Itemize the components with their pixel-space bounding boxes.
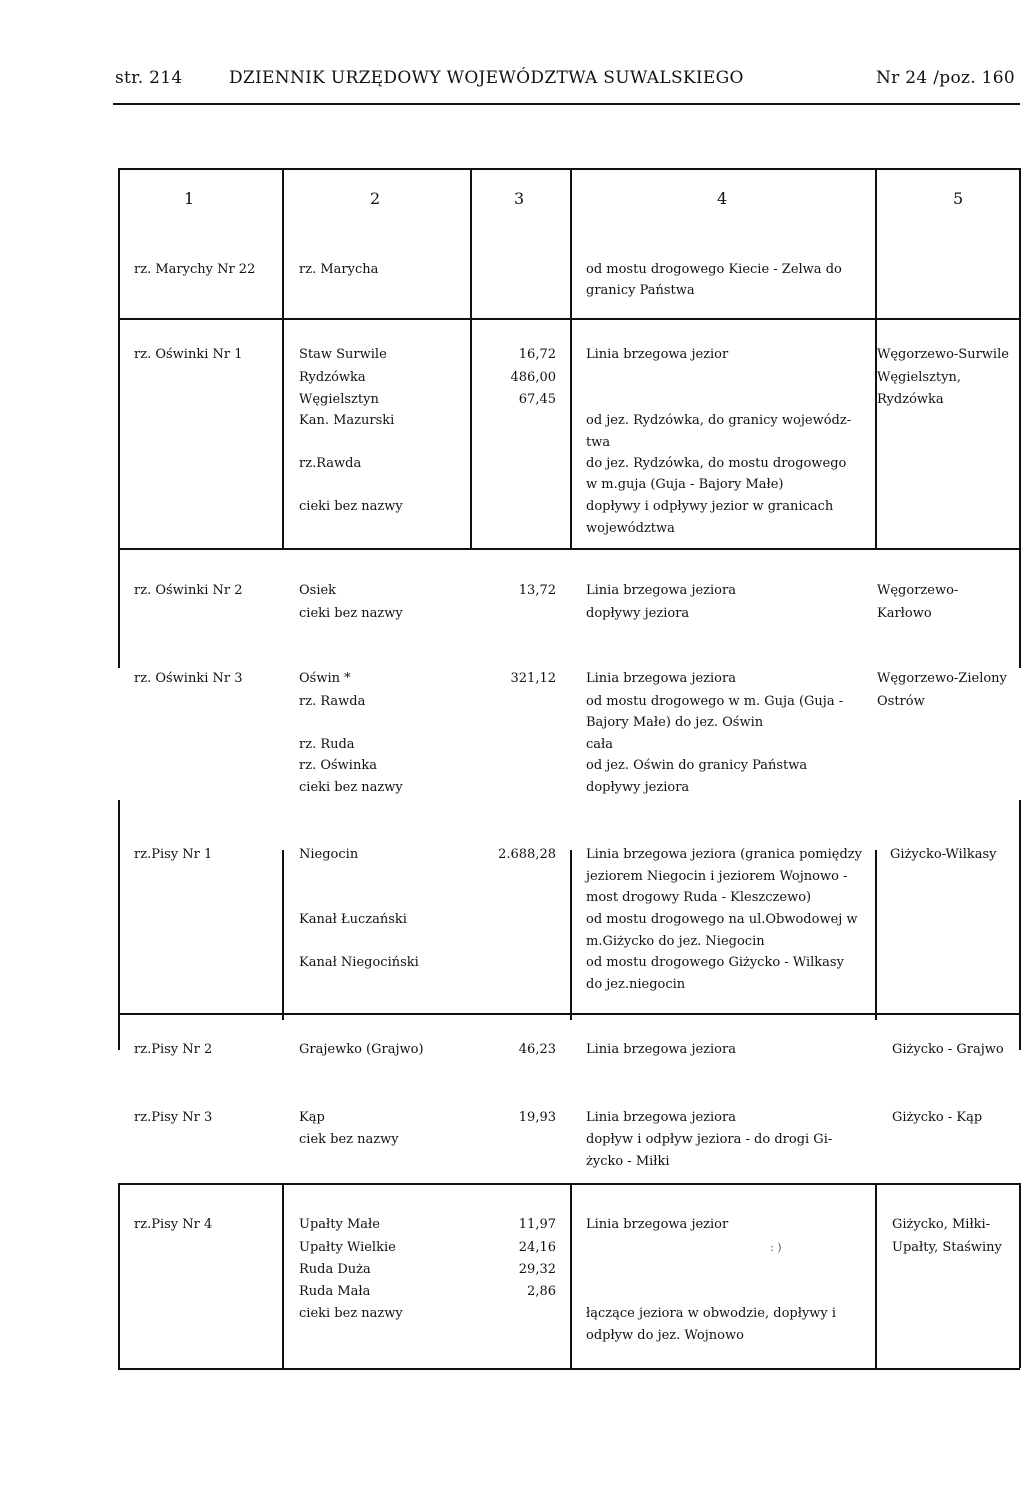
water-body: rz.Rawda xyxy=(299,456,362,471)
header-rule xyxy=(113,103,1020,105)
column-number-4: 4 xyxy=(717,189,728,208)
boundary-description: od mostu drogowego w m. Guja (Guja - xyxy=(586,694,844,709)
boundary-description: od mostu drogowego Kiecie - Zelwa do xyxy=(586,262,842,277)
watercourse-name: rz.Pisy Nr 2 xyxy=(134,1042,213,1057)
water-body: Kanał Niegociński xyxy=(299,955,419,970)
area-value: 19,93 xyxy=(518,1110,556,1125)
water-body: rz. Marycha xyxy=(299,262,379,277)
area-value: 2,86 xyxy=(527,1284,556,1299)
fishing-district: Węgorzewo- xyxy=(877,583,959,598)
column-number-5: 5 xyxy=(953,189,964,208)
area-value: 2.688,28 xyxy=(498,847,556,862)
area-value: 11,97 xyxy=(518,1217,556,1232)
watercourse-name: rz.Pisy Nr 1 xyxy=(134,847,213,862)
fishing-district: Giżycko, Miłki- xyxy=(892,1217,991,1232)
area-value: 67,45 xyxy=(518,392,556,407)
boundary-description: w m.guja (Guja - Bajory Małe) xyxy=(586,477,784,492)
water-body: Niegocin xyxy=(299,847,359,862)
boundary-description: województwa xyxy=(586,521,675,536)
boundary-description: Linia brzegowa jezior xyxy=(586,347,729,362)
water-body: cieki bez nazwy xyxy=(299,1306,403,1321)
boundary-description: do jez.niegocin xyxy=(586,977,686,992)
boundary-description: dopływy jeziora xyxy=(586,780,690,795)
boundary-description: Linia brzegowa jezior xyxy=(586,1217,729,1232)
watercourse-name: rz. Oświnki Nr 2 xyxy=(134,583,243,598)
watercourse-name: rz.Pisy Nr 4 xyxy=(134,1217,213,1232)
boundary-description: Linia brzegowa jeziora (granica pomiędzy xyxy=(586,847,862,862)
boundary-description: dopływy jeziora xyxy=(586,606,690,621)
water-body: Ruda Mała xyxy=(299,1284,371,1299)
water-body: Oświn * xyxy=(299,671,351,686)
boundary-description: Bajory Małe) do jez. Oświn xyxy=(586,715,764,730)
boundary-description: od mostu drogowego Giżycko - Wilkasy xyxy=(586,955,844,970)
column-number-1: 1 xyxy=(184,189,195,208)
water-body: rz. Oświnka xyxy=(299,758,377,773)
boundary-description: od jez. Oświn do granicy Państwa xyxy=(586,758,808,773)
water-body: Upałty Małe xyxy=(299,1217,380,1232)
boundary-description: od jez. Rydzówka, do granicy wojewódz- xyxy=(586,413,852,428)
water-body: rz. Rawda xyxy=(299,694,366,709)
water-body: cieki bez nazwy xyxy=(299,606,403,621)
boundary-description: od mostu drogowego na ul.Obwodowej w xyxy=(586,912,858,927)
fishing-district: Upałty, Staświny xyxy=(892,1240,1002,1255)
area-value: 13,72 xyxy=(518,583,556,598)
boundary-description: Linia brzegowa jeziora xyxy=(586,1042,736,1057)
boundary-description: do jez. Rydzówka, do mostu drogowego xyxy=(586,456,847,471)
water-body: Osiek xyxy=(299,583,337,598)
fishing-district: Karłowo xyxy=(877,606,932,621)
water-body: Rydzówka xyxy=(299,370,366,385)
boundary-description: m.Giżycko do jez. Niegocin xyxy=(586,934,765,949)
area-value: 24,16 xyxy=(518,1240,556,1255)
boundary-description: twa xyxy=(586,435,611,450)
water-body: rz. Ruda xyxy=(299,737,355,752)
boundary-description: odpływ do jez. Wojnowo xyxy=(586,1328,744,1343)
journal-title: DZIENNIK URZĘDOWY WOJEWÓDZTWA SUWALSKIEGO xyxy=(229,68,744,88)
water-body: cieki bez nazwy xyxy=(299,780,403,795)
area-value: 46,23 xyxy=(518,1042,556,1057)
fishing-district: Węgielsztyn, xyxy=(877,370,961,385)
watercourse-name: rz. Oświnki Nr 3 xyxy=(134,671,243,686)
fishing-district: Giżycko-Wilkasy xyxy=(890,847,997,862)
boundary-description: Linia brzegowa jeziora xyxy=(586,583,736,598)
boundary-description: życko - Miłki xyxy=(586,1154,670,1169)
fishing-district: Giżycko - Kąp xyxy=(892,1110,983,1125)
watercourse-name: rz. Marychy Nr 22 xyxy=(134,262,256,277)
fishing-district: Węgorzewo-Surwile xyxy=(877,347,1009,362)
water-body: Staw Surwile xyxy=(299,347,387,362)
area-value: 486,00 xyxy=(510,370,556,385)
watercourse-name: rz. Oświnki Nr 1 xyxy=(134,347,243,362)
issue-number: Nr 24 /poz. 160 xyxy=(876,68,1015,88)
page-number: str. 214 xyxy=(115,68,183,88)
fishing-district: Rydzówka xyxy=(877,392,944,407)
water-body: ciek bez nazwy xyxy=(299,1132,399,1147)
boundary-description: Linia brzegowa jeziora xyxy=(586,671,736,686)
boundary-description: : ) xyxy=(770,1241,782,1254)
column-number-2: 2 xyxy=(370,189,381,208)
column-number-3: 3 xyxy=(514,189,525,208)
boundary-description: granicy Państwa xyxy=(586,283,695,298)
area-value: 321,12 xyxy=(510,671,556,686)
boundary-description: dopływy i odpływy jezior w granicach xyxy=(586,499,834,514)
boundary-description: cała xyxy=(586,737,613,752)
water-body: Upałty Wielkie xyxy=(299,1240,396,1255)
fishing-district: Ostrów xyxy=(877,694,925,709)
boundary-description: Linia brzegowa jeziora xyxy=(586,1110,736,1125)
boundary-description: dopływ i odpływ jeziora - do drogi Gi- xyxy=(586,1132,833,1147)
water-body: Kan. Mazurski xyxy=(299,413,395,428)
water-body: Kanał Łuczański xyxy=(299,912,407,927)
water-body: Grajewko (Grajwo) xyxy=(299,1042,424,1057)
fishing-district: Giżycko - Grajwo xyxy=(892,1042,1004,1057)
water-body: cieki bez nazwy xyxy=(299,499,403,514)
fishing-district: Węgorzewo-Zielony xyxy=(877,671,1007,686)
area-value: 29,32 xyxy=(518,1262,556,1277)
water-body: Węgielsztyn xyxy=(299,392,379,407)
boundary-description: jeziorem Niegocin i jeziorem Wojnowo - xyxy=(586,869,848,884)
boundary-description: łączące jeziora w obwodzie, dopływy i xyxy=(586,1306,837,1321)
water-body: Kąp xyxy=(299,1110,325,1125)
boundary-description: most drogowy Ruda - Kleszczewo) xyxy=(586,890,812,905)
area-value: 16,72 xyxy=(518,347,556,362)
water-body: Ruda Duża xyxy=(299,1262,371,1277)
watercourse-name: rz.Pisy Nr 3 xyxy=(134,1110,213,1125)
